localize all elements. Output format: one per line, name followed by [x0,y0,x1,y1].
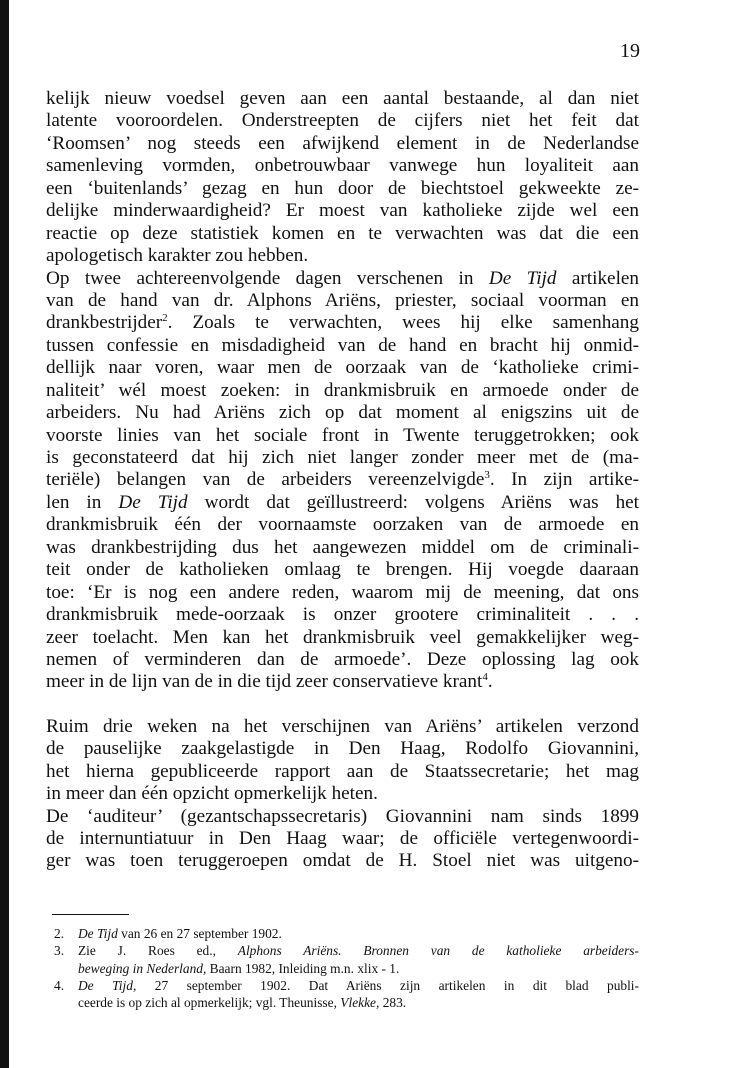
body-line: nemen of verminderen dan de armoede’. Deze oplossing lag ook [46,648,639,670]
text-segment: len in [46,491,102,513]
footnote-text: 27 september 1902. Dat Ariëns zijn artikelen in dit blad publi- [154,977,639,993]
body-line: apologetisch karakter zou hebben. [46,245,309,267]
footnote-ref-2: 2 [162,312,168,325]
body-line: samenleving vormden, onbetrouwbaar vanwege hun loyaliteit aan [46,155,639,177]
body-line [46,268,639,290]
footnote-4-continued [54,994,639,1011]
body-text [46,88,639,873]
body-line: ‘Roomsen’ nog steeds een afwijkend element in de Nederlandse [46,132,639,154]
page-number: 19 [620,40,640,62]
body-line: het hierna gepubliceerde rapport aan de Staatssecretarie; het mag [46,760,639,782]
footnote-divider [52,914,129,915]
text-segment: teriële) belangen van de arbeiders vereenzelvigde [46,469,485,491]
body-line: drankmisbruik mede-oorzaak is onzer grootere criminaliteit . . . [46,604,639,626]
text-segment: drankbestrijder [46,312,163,334]
body-line: naliteit’ wél moest zoeken: in drankmisbruik en armoede onder de [46,379,639,401]
text-segment: . Zoals te verwachten, wees hij elke samenhang [167,312,639,334]
footnote-number: 2. [54,926,65,941]
text-segment: . In zijn artike- [489,469,639,491]
page-binding-edge [0,0,9,1068]
body-line: van de hand van dr. Alphons Ariëns, priester, sociaal voorman en [46,289,639,311]
footnote-ref-3: 3 [484,469,490,482]
body-line: in meer dan één opzicht opmerkelijk heten. [46,783,378,805]
footnote-3-continued [54,960,639,977]
body-line: Ruim drie weken na het verschijnen van Ariëns’ artikelen verzond [46,715,639,737]
body-line: latente vooroordelen. Onderstreepten de cijfers niet het feit dat [46,110,639,132]
footnote-text: ceerde is op zich al opmerkelijk; vgl. Theunisse, [78,995,337,1011]
body-line: kelijk nieuw voedsel geven aan een aantal bestaande, al dan niet [46,88,639,109]
body-line: delijke minderwaardigheid? Er moest van katholieke zijde wel een [46,200,639,222]
body-line [46,469,639,491]
body-line: teit onder de katholieken omlaag te brengen. Hij voegde daaraan [46,559,639,581]
book-title: Alphons Ariëns. Bronnen van de katholieke arbeiders- [237,943,639,959]
footnote-ref-4: 4 [482,671,488,684]
body-line: de pauselijke zaakgelastigde in Den Haag, Rodolfo Giovannini, [46,738,639,760]
paragraph-gap [46,694,639,716]
body-line: drankmisbruik één der voornaamste oorzaken van de armoede en [46,514,639,536]
body-line: voorste linies van het sociale front in Twente teruggetrokken; ook [46,424,639,446]
newspaper-title: De Tijd [78,926,118,941]
footnote-text: van 26 en 27 september 1902. [121,926,282,941]
book-title: beweging in Nederland, [78,960,207,976]
body-line: is geconstateerd dat hij zich niet langer zonder meer met de (ma- [46,447,639,468]
text-segment: wordt dat geïllustreerd: volgens Ariëns was het [204,491,640,513]
footnote-2 [54,925,639,942]
footnotes [54,925,639,1011]
footnote-number: 3. [54,943,65,959]
footnote-3 [54,942,639,959]
newspaper-title: De Tijd [488,267,557,289]
body-line: de internuntiatuur in Den Haag waar; de officiële vertegenwoordi- [46,828,639,849]
body-line: ger was toen teruggeroepen omdat de H. Stoel niet was uitgeno- [46,850,639,872]
body-line: reactie op deze statistiek komen en te verwachten was dat die een [46,222,639,244]
text-segment: meer in de lijn van de in die tijd zeer conservatieve krant [46,671,483,693]
book-title: Vlekke, [340,995,380,1011]
footnote-text: 283. [382,995,407,1011]
footnote-number: 4. [54,977,65,993]
newspaper-title: De Tijd, [78,977,137,993]
footnote-text: Zie J. Roes ed., [78,943,216,959]
body-line [46,671,639,693]
body-line: was drankbestrijding dus het aangewezen middel om de criminali- [46,536,639,558]
text-segment: artikelen [571,267,640,289]
text-segment: Op twee achtereenvolgende dagen verschenen in [46,267,474,289]
body-line: een ‘buitenlands’ gezag en hun door de biechtstoel gekweekte ze- [46,177,639,199]
body-line: zeer toelacht. Men kan het drankmisbruik veel gemakkelijker weg- [46,626,639,648]
newspaper-title: De Tijd [118,491,188,513]
body-line: De ‘auditeur’ (gezantschapssecretaris) Giovannini nam sinds 1899 [46,805,639,827]
body-line: arbeiders. Nu had Ariëns zich op dat moment al enigszins uit de [46,402,639,424]
footnote-text: Baarn 1982, Inleiding m.n. xlix - 1. [209,960,400,976]
body-line: tussen confessie en misdadigheid van de hand en bracht hij onmid- [46,334,639,356]
body-line: toe: ‘Er is nog een andere reden, waarom mij de meening, dat ons [46,581,639,603]
body-line [46,312,639,334]
footnote-4 [54,977,639,994]
body-line: dellijk naar voren, waar men de oorzaak van de ‘katholieke crimi- [46,357,639,379]
body-line [46,492,639,514]
text-segment: . [487,671,493,693]
